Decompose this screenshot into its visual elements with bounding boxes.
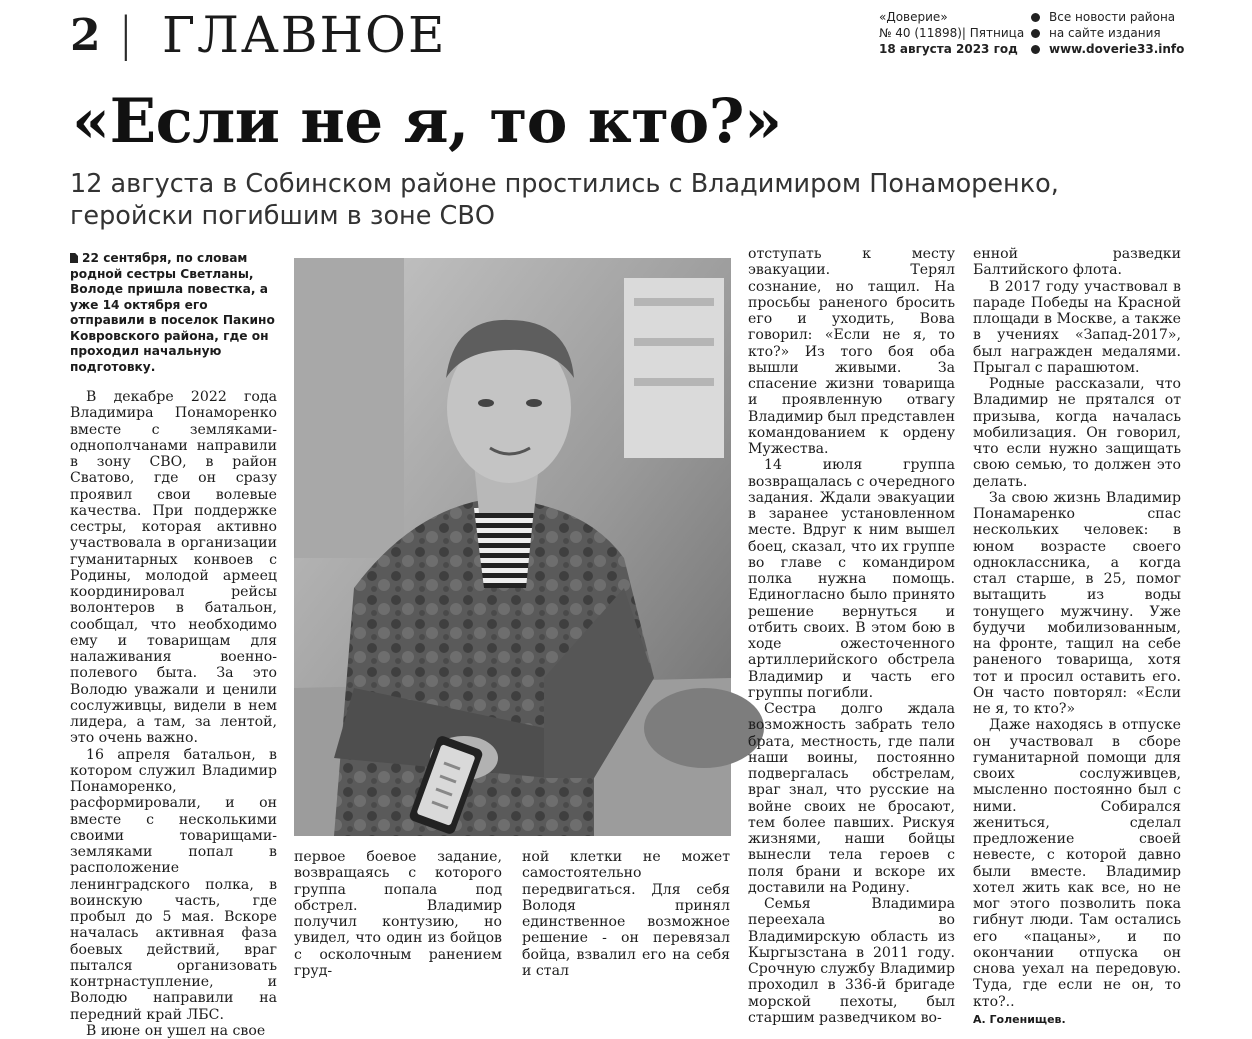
bullet-icon — [1031, 45, 1040, 54]
bullet-icon — [1031, 29, 1040, 38]
paragraph: Родные рассказали, что Владимир не прятался от призыва, когда началась мобилизация. Он говорил, что если нужно защищать свою семью, то должен это делать. — [973, 376, 1181, 490]
paragraph: В июне он ушел на свое — [86, 1022, 266, 1039]
paragraph: отступать к месту эвакуации. Терял сознание, но тащил. На просьбы раненого бросить его и уходить, Вова говорил: «Если не я, то кто?» Из того боя оба вышли живыми. За спасение жизни товарища и проявленную отвагу Владимир был представлен командованием к ордену Мужества. — [748, 246, 955, 457]
author-signature: А. Голенищев. — [973, 1012, 1066, 1026]
issue-number: № 40 (11898)| Пятница — [879, 26, 1025, 40]
page-number: 2 — [70, 10, 101, 61]
document-icon — [70, 253, 78, 263]
paragraph: В 2017 году участвовал в параде Победы на Красной площади в Москве, а также в учениях «Запад-2017», был награжден медалями. Прыгал с парашютом. — [973, 278, 1181, 376]
paragraph: 14 июля группа возвращалась с очередного задания. Ждали эвакуации в заранее установленном месте. Вдруг к ним вышел боец, сказал, что их группе во главе с командиром полка нужна помощь. Единогласно было принято решение вернуться и отбить своих. В этом бою в ходе ожесточенного артиллерийского обстрела Владимир и часть его группы погибли. — [748, 457, 955, 701]
bullet-icon — [1031, 13, 1040, 22]
issue-info — [879, 9, 1024, 57]
issue-date: 18 августа 2023 год — [879, 42, 1018, 56]
paragraph: ной клетки не может самостоятельно передвигаться. Для себя Володя принял единственное возможное решение - он перевязал бойца, взвалил его на себя и стал — [522, 849, 730, 979]
paragraph: За свою жизнь Владимир Понамаренко спас нескольких человек: в юном возрасте своего одноклассника, а когда стал старше, в 25, помог вытащить из воды тонущего мужчину. Уже будучи мобилизованным, на фронте, тащил на себе раненого товарища, хотя тот и просил оставить его. Он часто повторял: «Если не я, то кто?» — [973, 489, 1181, 717]
article-title: «Если не я, то кто?» — [72, 86, 782, 157]
header-separator: | — [118, 7, 134, 61]
site-links — [1031, 9, 1184, 57]
site-link-text: на сайте издания — [1049, 26, 1161, 40]
lead-text: 22 сентября, по словам родной сестры Светланы, Володе пришла повестка, а уже 14 октября его отправили в поселок Пакино Ковровского района, где он проходил начальную подготовку. — [70, 251, 275, 374]
paper-name: «Доверие» — [879, 10, 948, 24]
paragraph: первое боевое задание, возвращаясь с которого группа попала под обстрел. Владимир получил контузию, но увидел, что один из бойцов с осколочным ранением груд- — [294, 849, 502, 979]
paragraph: Даже находясь в отпуске он участвовал в сборе гуманитарной помощи для своих сослуживцев, мысленно постоянно был с ними. Собирался жениться, сделал предложение своей невесте, с которой давно были вместе. Владимир хотел жить как все, но не мог этого позволить пока гибнут люди. Там остались его «пацаны», и по окончании отпуска он снова уехал на передовую. Туда, где если не он, то кто?.. — [973, 717, 1181, 1010]
soldier-photo-illustration — [294, 258, 731, 836]
paragraph: 16 апреля батальон, в котором служил Владимир Понаморенко, расформировали, и он вместе с несколькими своими товарищами-земляками попал в расположение ленинградского полка, в воинскую часть, где пробыл до 5 мая. Вскоре началась активная фаза боевых действий, враг пытался организовать контрнаступление, и Володю направили на передний край ЛБС. — [70, 746, 277, 1023]
site-link-row — [1031, 41, 1184, 57]
article-column-5 — [973, 246, 1181, 1028]
article-subtitle: 12 августа в Собинском районе простились с Владимиром Понаморенко, геройски погибшим в зоне СВО — [70, 169, 1059, 231]
article-column-3 — [522, 849, 730, 979]
site-link-text: Все новости района — [1049, 10, 1176, 24]
site-link-row — [1031, 25, 1184, 41]
paragraph: В декабре 2022 года Владимира Понаморенко вместе с земляками-однополчанами направили в зону СВО, в район Сватово, где он сразу проявил свои волевые качества. При поддержке сестры, которая активно участвовала в организации гуманитарных конвоев с Родины, молодой армеец координировал рейсы волонтеров в батальон, сообщал, что необходимо ему и товарищам для налаживания военно-полевого быта. За это Володю уважали и ценили сослуживцы, видели в нем лидера, а там, за лентой, это очень важно. — [70, 389, 277, 747]
paragraph: Сестра долго ждала возможность забрать тело брата, местность, где пали наши воины, постоянно подвергалась обстрелам, враг знал, что русские на войне своих не бросают, тем более павших. Рискуя жизнями, наши бойцы вынесли тела героев с поля брани и вскоре их доставили на Родину. — [748, 701, 955, 896]
paragraph: Семья Владимира переехала во Владимирскую область из Кыргызстана в 2011 году. Срочную службу Владимир проходил в 336-й бригаде морской пехоты, был старшим разведчиком во- — [748, 896, 955, 1026]
section-title: ГЛАВНОЕ — [162, 6, 447, 64]
article-column-2 — [294, 849, 502, 979]
article-column-4 — [748, 246, 955, 1026]
article-column-1 — [70, 251, 277, 1039]
site-link-row — [1031, 9, 1184, 25]
article-photo — [294, 258, 731, 836]
article-lead — [70, 251, 277, 375]
paragraph: енной разведки Балтийского флота. — [973, 246, 1181, 279]
site-url-link[interactable]: www.doverie33.info — [1049, 42, 1185, 56]
